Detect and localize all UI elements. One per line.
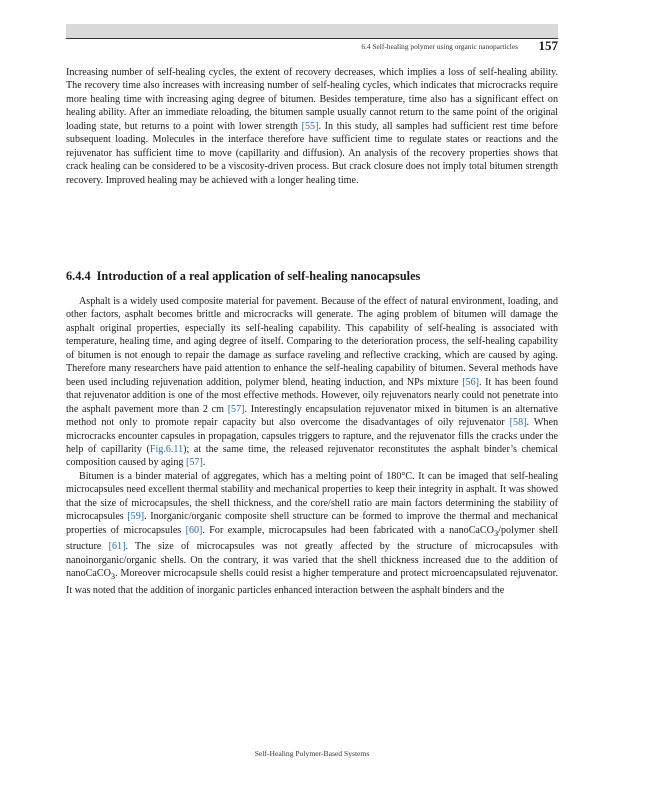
section-number: 6.4.4	[66, 269, 91, 283]
figure-link[interactable]: Fig.6.11	[149, 443, 184, 455]
citation-link[interactable]: [55]	[301, 120, 319, 132]
paragraph-bitumen: Bitumen is a binder material of aggregates, which has a melting point of 180°C. It can be imaged that self-healing microcapsules need excellent thermal stability and mechanical properties to keep their integrity in asphalt. It was showed that the size of microcapsules, the shell thickness, and the core/shell ratio are main factors determining the stability of microcapsules [59]. Inorganic/organic composite shell structure can be formed to improve the thermal and mechanical properties of microcapsules [60]. For example, microcapsules had been fabricated with a nanoCaCO$_3$/polymer shell structure [61]. The size of microcapsules was not greatly affected by the structure of microcapsules with nanoinorganic/organic shells. On the contrary, it was varied that the shell thickness increased due to the addition of nanoCaCO$_3$. Moreover microcapsule shells could resist a higher temperature and protect microencapsulated rejuvenator. It was noted that the addition of inorganic particles enhanced interaction between the asphalt binders and the	[66, 470, 559, 596]
citation-link[interactable]: [61]	[108, 541, 126, 553]
section-heading	[66, 269, 558, 284]
citation-link[interactable]: [57]	[227, 403, 245, 415]
subscript: 3	[493, 528, 499, 538]
body-text-section	[66, 295, 558, 597]
body-text-top	[66, 66, 558, 187]
citation-link[interactable]: [58]	[509, 417, 527, 429]
page-number: 157	[538, 38, 558, 53]
citation-link[interactable]: [59]	[127, 511, 145, 523]
paragraph-asphalt: Asphalt is a widely used composite material for pavement. Because of the effect of natural environment, loading, and other factors, asphalt becomes brittle and microcracks will generate. The aging problem of bitumen will damage the asphalt original properties, especially its self-healing capability. This capability of self-healing is associated with temperature, healing time, and aging degree of itself. Comparing to the deterioration process, the self-healing capability of bitumen is not enough to repair the damage as surface raveling and reflective cracking, which are caused by aging. Therefore many researchers have paid attention to enhance the self-healing capability of bitumen. Several methods have been used including rejuvenation addition, polymer blend, heating induction, and NPs mixture [56]. It has been found that rejuvenator addition is one of the most effective methods. However, oily rejuvenators nearly could not penetrate into the asphalt pavement more than 2 cm [57]. Interestingly encapsulation rejuvenator mixed in bitumen is an alternative method not only to promote repair capacity but also overcome the disadvantages of oily rejuvenator [58]. When microcracks encounter capsules in propagation, capsules triggers to rapture, and the rejuvenator fills the cracks under the help of capillarity (Fig.6.11); at the same time, the released rejuvenator reconstitutes the asphalt binder’s chemical composition caused by aging [57].	[66, 296, 559, 469]
running-title: 6.4 Self-healing polymer using organic nanoparticles	[361, 42, 518, 51]
paragraph-continued: Increasing number of self-healing cycles, the extent of recovery decreases, which implies a loss of self-healing ability. The recovery time also increases with increasing number of self-healing cycles, which indicates that microcracks require more healing time with increasing aging degree of bitumen. Besides temperature, time also has a significant effect on healing ability. After an immediate reloading, the bitumen sample usually cannot return to the same point of the original loading state, but returns to a point with lower strength [55]. In this study, all samples had sufficient rest time before subsequent loading. Molecules in the interface therefore have sufficient time to regulate states or reactions and the rejuvenator has sufficient time to move (capillarity and diffusion). An analysis of the recovery properties shows that crack healing can be considered to be a viscosity-driven process. But crack closure does not imply total bitumen strength recovery. Improved healing may be achieved with a longer healing time.	[66, 67, 558, 186]
header-shade-bar	[66, 24, 558, 38]
section-title: Introduction of a real application of self-healing nanocapsules	[96, 269, 421, 283]
running-head	[66, 38, 558, 59]
citation-link[interactable]: [57]	[185, 457, 203, 469]
subscript: 3	[110, 572, 116, 582]
citation-link[interactable]: [56]	[462, 376, 480, 388]
citation-link[interactable]: [60]	[185, 524, 203, 536]
footer-book-title: Self-Healing Polymer-Based Systems	[254, 749, 370, 758]
